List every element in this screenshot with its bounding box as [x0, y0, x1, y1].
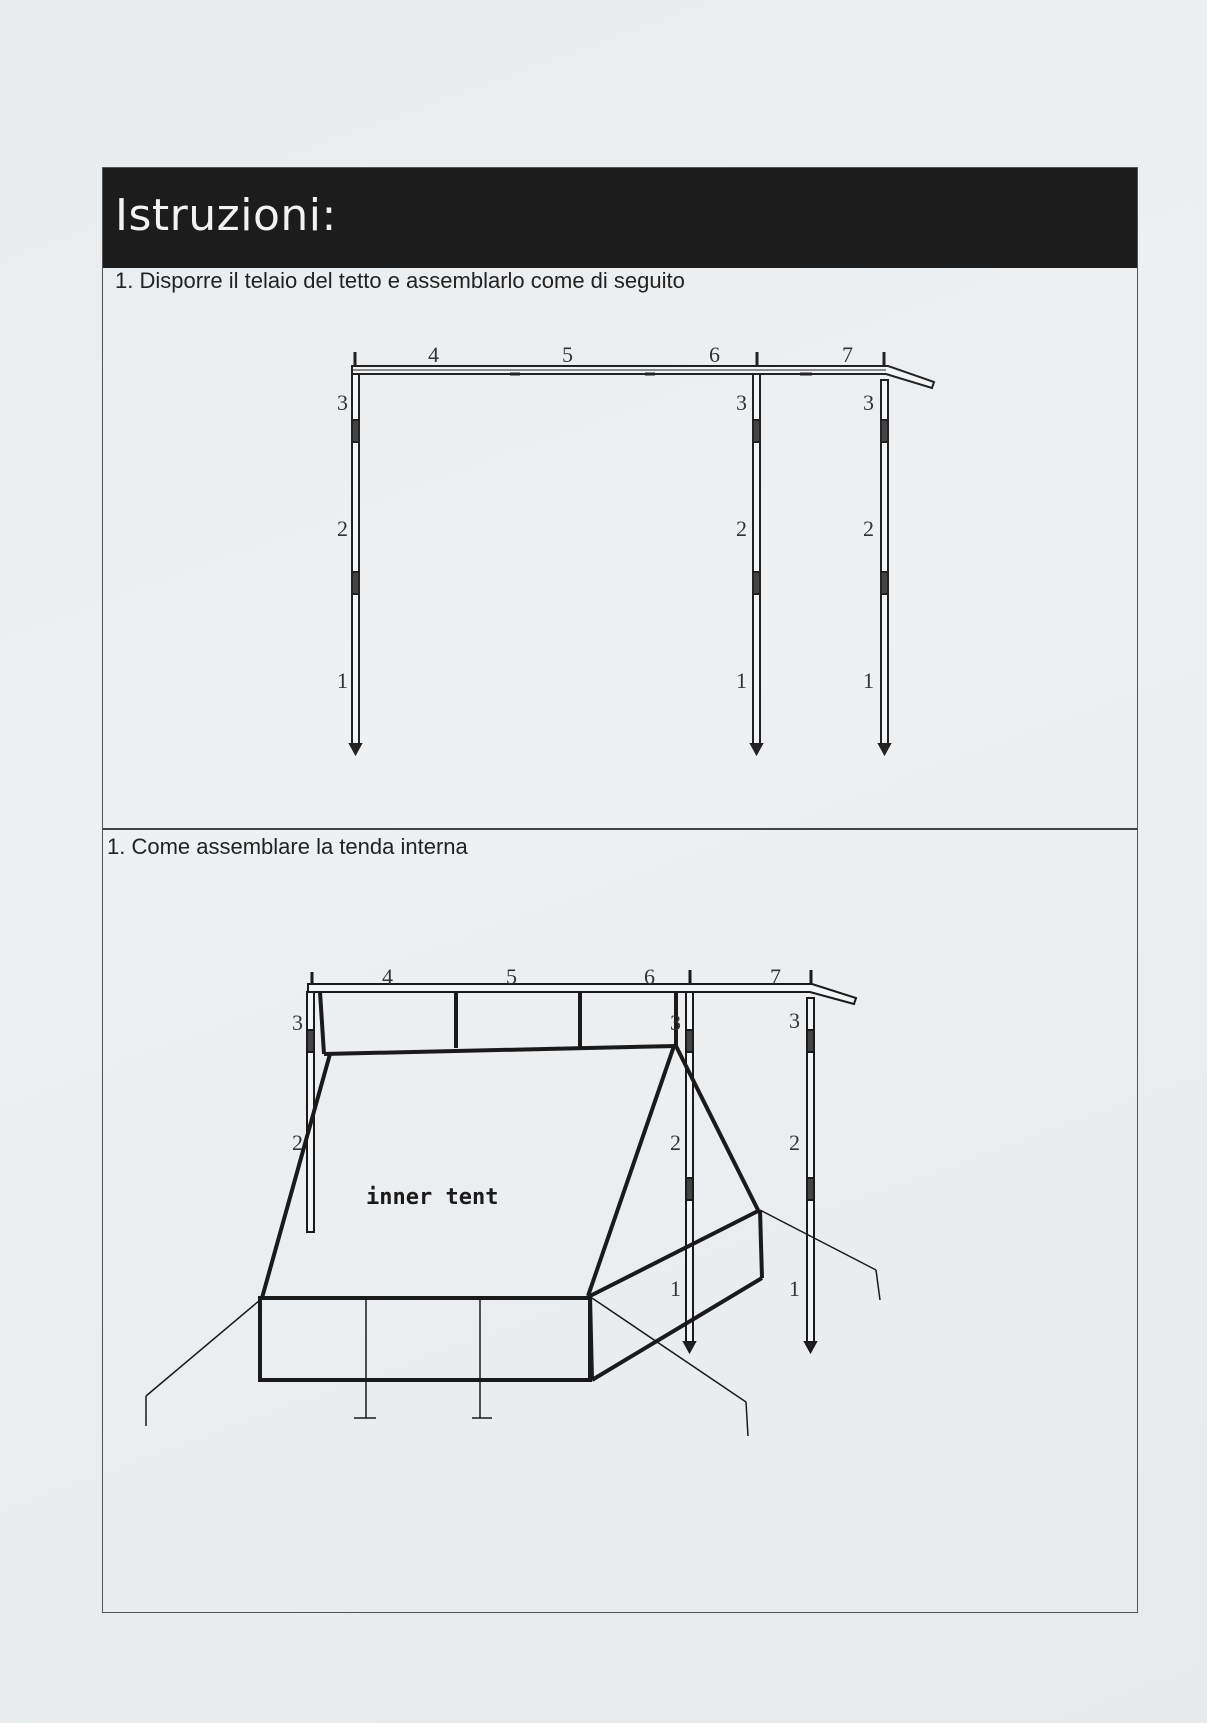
- pole-left-label-2: 2: [337, 516, 348, 541]
- roof-label-7: 7: [842, 342, 853, 367]
- frame-labels: [337, 342, 874, 693]
- tent-middle-label-2: 2: [670, 1130, 681, 1155]
- tent-roof-label-7: 7: [770, 964, 781, 989]
- pole-middle-label-2: 2: [736, 516, 747, 541]
- tent-roof-label-5: 5: [506, 964, 517, 989]
- frame-diagram: [350, 352, 934, 754]
- pole-middle: [751, 374, 762, 754]
- tent-right-label-1: 1: [789, 1276, 800, 1301]
- step-1-text: 1. Disporre il telaio del tetto e assemblarlo come di seguito: [115, 268, 685, 293]
- pole-right-label-1: 1: [863, 668, 874, 693]
- pole-right-label-2: 2: [863, 516, 874, 541]
- pole-right: [879, 380, 890, 754]
- pole-left-label-3: 3: [337, 390, 348, 415]
- tent-middle-label-3: 3: [670, 1010, 681, 1035]
- inner-tent-labels: [292, 964, 800, 1301]
- step-2-text: 1. Come assemblare la tenda interna: [107, 834, 468, 859]
- roof-label-6: 6: [709, 342, 720, 367]
- pole-left-label-1: 1: [337, 668, 348, 693]
- tent-right-label-2: 2: [789, 1130, 800, 1155]
- inner-tent-diagram: [146, 970, 880, 1436]
- pole-left: [350, 374, 361, 754]
- roof-label-5: 5: [562, 342, 573, 367]
- tent-roof-label-4: 4: [382, 964, 393, 989]
- tent-middle-label-1: 1: [670, 1276, 681, 1301]
- tent-left-label-3: 3: [292, 1010, 303, 1035]
- tent-roof-label-6: 6: [644, 964, 655, 989]
- tent-left-label-2: 2: [292, 1130, 303, 1155]
- pole-middle-label-1: 1: [736, 668, 747, 693]
- tent-right-label-3: 3: [789, 1008, 800, 1033]
- roof-label-4: 4: [428, 342, 439, 367]
- page-title: Istruzioni:: [115, 190, 337, 241]
- pole-right-label-3: 3: [863, 390, 874, 415]
- roof-beam: [352, 366, 934, 388]
- inner-tent-label: inner tent: [366, 1185, 499, 1210]
- pole-middle-label-3: 3: [736, 390, 747, 415]
